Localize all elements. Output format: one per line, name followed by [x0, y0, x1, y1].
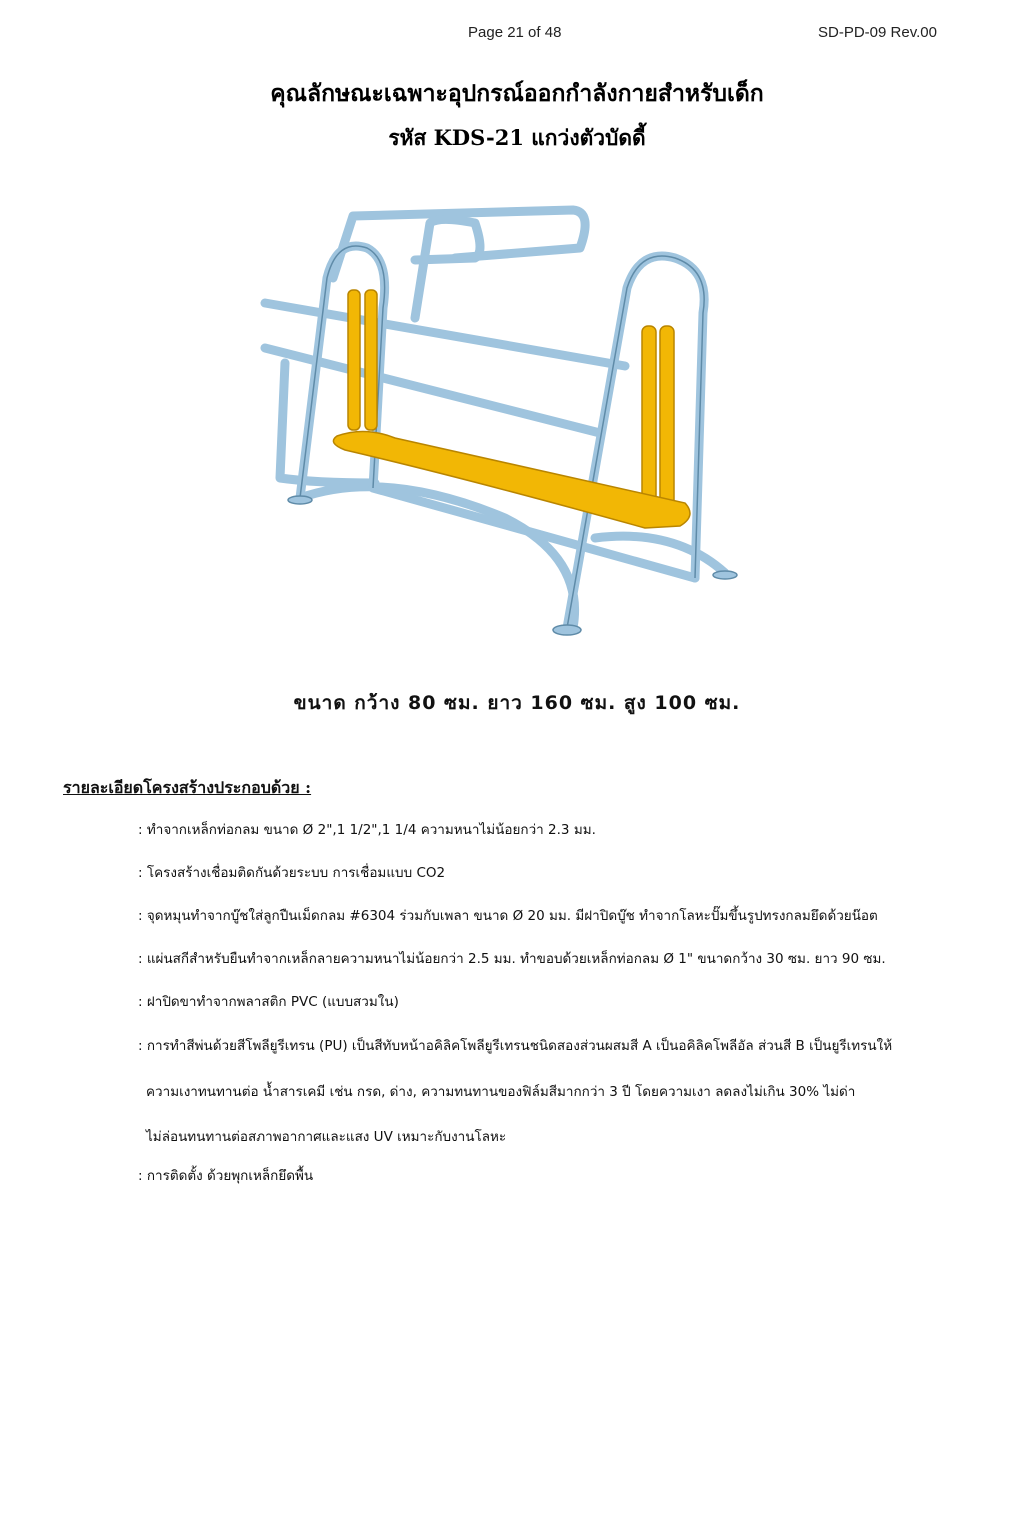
dimensions-text: ขนาด กว้าง 80 ซม. ยาว 160 ซม. สูง 100 ซม. [293, 692, 741, 714]
page-number: Page 21 of 48 [468, 24, 562, 41]
detail-line-1: : ทำจากเหล็กท่อกลม ขนาด Ø 2",1 1/2",1 1/4 ความหนาไม่น้อยกว่า 2.3 มม. [138, 822, 596, 838]
detail-line-5: : ฝาปิดขาทำจากพลาสติก PVC (แบบสวมใน) [138, 994, 399, 1010]
detail-line-6: : การทำสีพ่นด้วยสีโพลียูรีเทรน (PU) เป็นสีทับหน้าอคิลิคโพลียูรีเทรนชนิดสองส่วนผสมสี A เป็นอคิลิคโพลีอัล ส่วนสี B เป็นยูรีเทรนให้ [138, 1038, 893, 1054]
detail-line-2: : โครงสร้างเชื่อมติดกันด้วยระบบ การเชื่อมแบบ CO2 [138, 865, 446, 881]
details-heading: รายละเอียดโครงสร้างประกอบด้วย : [63, 778, 312, 797]
playground-swing-bench-icon [255, 198, 755, 638]
detail-line-8: ไม่ล่อนทนทานต่อสภาพอากาศและแสง UV เหมาะกับงานโลหะ [146, 1129, 507, 1145]
detail-line-3: : จุดหมุนทำจากบู๊ชใส่ลูกปืนเม็ดกลม #6304 ร่วมกับเพลา ขนาด Ø 20 มม. มีฝาปิดบู๊ช ทำจากโลหะปั๊มขึ้นรูปทรงกลมยึดด้วยน๊อต [138, 908, 878, 924]
document-title: คุณลักษณะเฉพาะอุปกรณ์ออกกำลังกายสำหรับเด็ก [270, 80, 764, 107]
document-code: SD-PD-09 Rev.00 [818, 24, 937, 41]
detail-line-7: ความเงาทนทานต่อ น้ำสารเคมี เช่น กรด, ด่าง, ความทนทานของฟิล์มสีมากกว่า 3 ปี โดยความเงา ลดลงไม่เกิน 30% ไม่ด่า [146, 1084, 856, 1100]
product-code-title: รหัส KDS-21 แกว่งตัวบัดดี้ [388, 125, 646, 150]
detail-line-4: : แผ่นสกีสำหรับยืนทำจากเหล็กลายความหนาไม่น้อยกว่า 2.5 มม. ทำขอบด้วยเหล็กท่อกลม Ø 1" ขนาดกว้าง 30 ซม. ยาว 90 ซม. [138, 951, 886, 967]
product-photo [255, 198, 755, 638]
detail-line-9: : การติดตั้ง ด้วยพุกเหล็กยึดพื้น [138, 1168, 314, 1184]
